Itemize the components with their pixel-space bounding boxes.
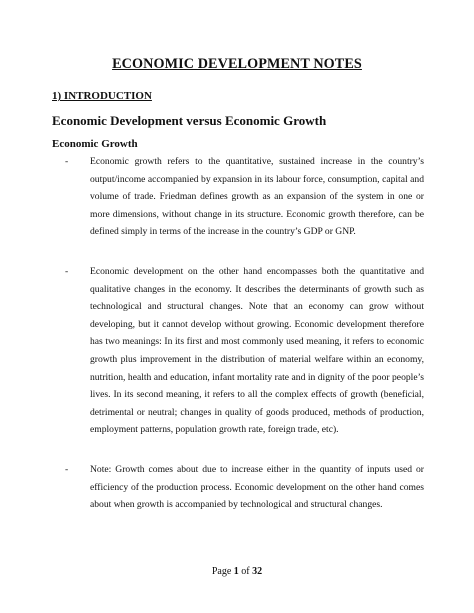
bullet-text: Economic development on the other hand encompasses both the quantitative and qualitative changes in the economy. It describes the determinants of growth such as technological and structural changes. Note that an economy can grow without developing, but it cannot develop without growing. Economic development therefore has two meanings: In its first and most commonly used meaning, it refers to economic growth plus improvement in the distribution of material welfare within an economy, nutrition, health and education, infant mortality rate and in dignity of the poor people’s lives. In its second meaning, it refers to all the complex effects of growth (beneficial, detrimental or neutral; changes in quality of goods produced, methods of production, employment patterns, population growth rate, foreign trade, etc).	[90, 265, 424, 436]
page-number	[0, 566, 474, 577]
current-page: 1	[233, 566, 239, 577]
bullet-text: Note: Growth comes about due to increase either in the quantity of inputs used or efficiency of the production process. Economic development on the other hand comes about when growth is accompanied by technological and structural changes.	[90, 463, 424, 511]
bullet-item	[52, 461, 424, 514]
document-title: ECONOMIC DEVELOPMENT NOTES	[112, 56, 362, 72]
page-word: Page	[211, 566, 232, 577]
section-label: Economic Growth	[52, 138, 138, 150]
bullet-marker: -	[65, 463, 69, 475]
subheading: Economic Development versus Economic Growth	[52, 113, 327, 128]
bullet-marker: -	[65, 156, 69, 167]
total-pages: 32	[252, 566, 263, 577]
of-word: of	[241, 566, 250, 577]
bullet-item	[52, 263, 424, 439]
bullet-marker: -	[65, 265, 69, 277]
bullet-text: Economic growth refers to the quantitative, sustained increase in the country’s output/income accompanied by expansion in its labour force, consumption, capital and volume of trade. Friedman defines growth as an expansion of the system in one or more dimensions, without change in its structure. Economic growth therefore, can be defined simply in terms of the increase in the country’s GDP or GNP.	[90, 156, 424, 238]
section-heading: 1) INTRODUCTION	[52, 90, 152, 102]
bullet-item	[52, 153, 424, 241]
bullet-list	[52, 153, 424, 514]
